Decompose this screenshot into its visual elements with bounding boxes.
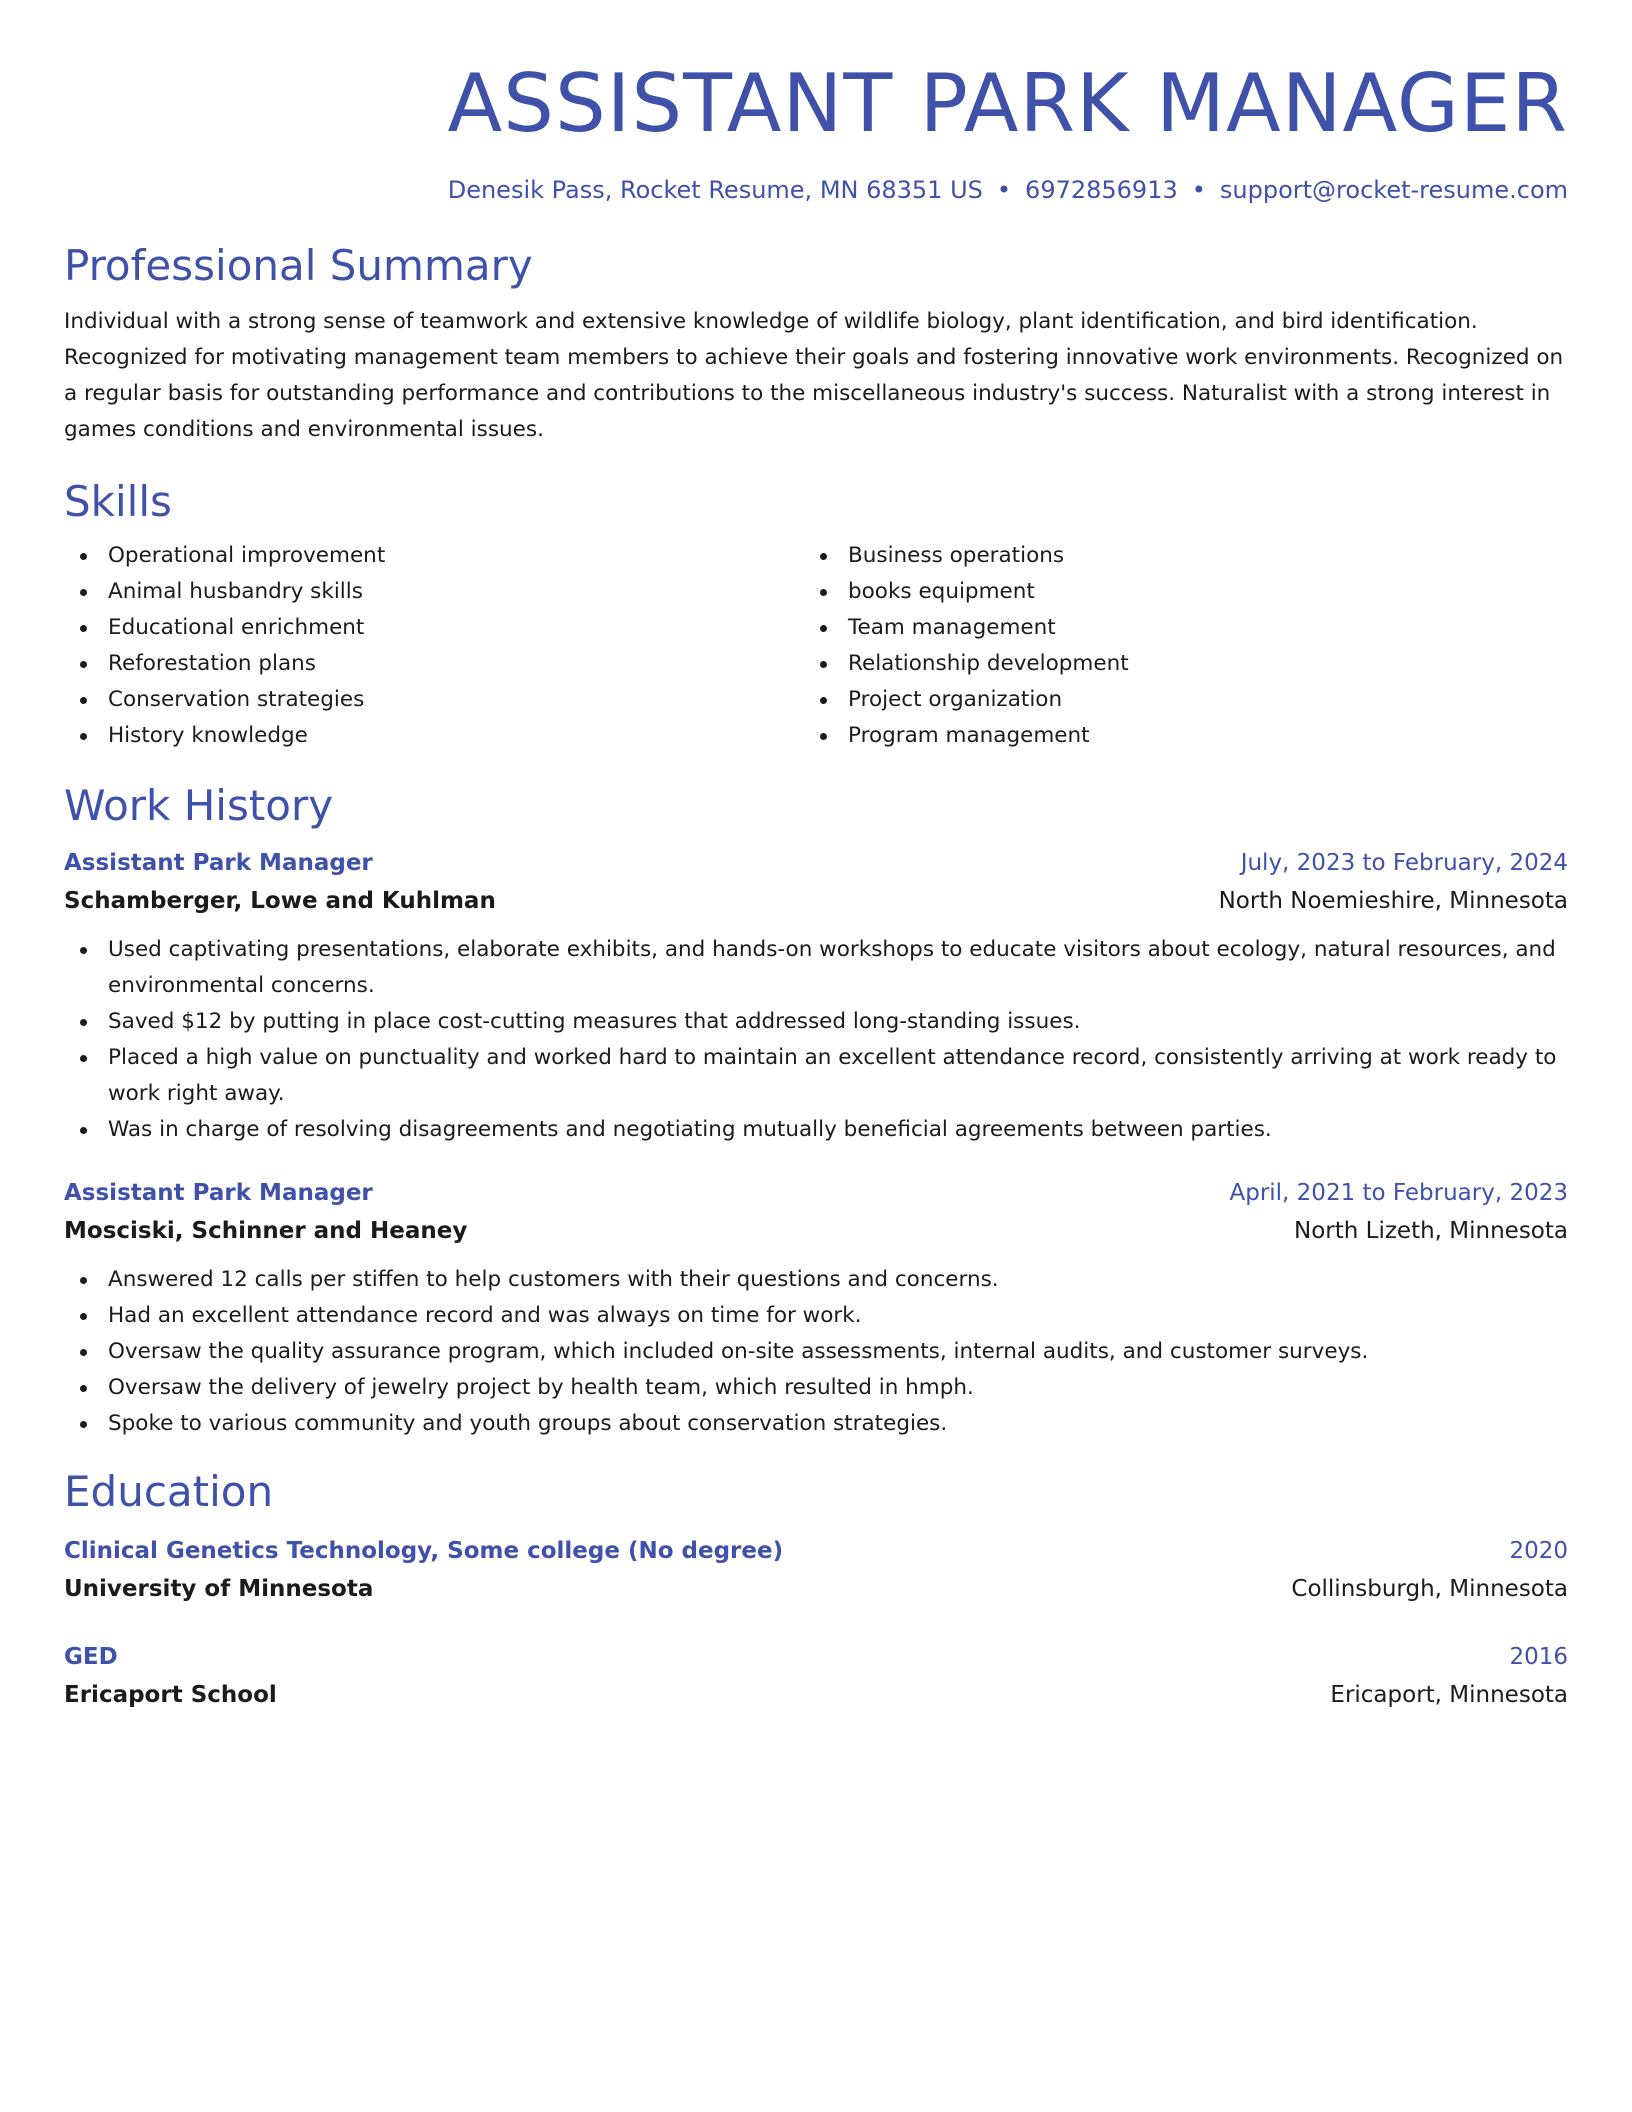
- resume-header: [64, 56, 1568, 206]
- education-degree-row: [64, 1638, 1568, 1676]
- education-school-row: [64, 1570, 1568, 1608]
- skill-item: books equipment: [804, 574, 1544, 610]
- contact-separator: •: [996, 176, 1012, 204]
- skill-item: Conservation strategies: [64, 682, 804, 718]
- skill-item: Project organization: [804, 682, 1544, 718]
- skill-item: Reforestation plans: [64, 646, 804, 682]
- job-company-row: [64, 1212, 1568, 1250]
- skill-item: Animal husbandry skills: [64, 574, 804, 610]
- job-bullet: Saved $12 by putting in place cost-cutting measures that addressed long-standing issues.: [64, 1004, 1568, 1040]
- resume-name: ASSISTANT PARK MANAGER: [447, 57, 1568, 150]
- education-school: University of Minnesota: [64, 1576, 374, 1602]
- skill-item: Operational improvement: [64, 538, 804, 574]
- job-bullet: Had an excellent attendance record and was always on time for work.: [64, 1298, 1568, 1334]
- job-bullets: [64, 1262, 1568, 1442]
- education-school: Ericaport School: [64, 1682, 277, 1708]
- skill-item: Educational enrichment: [64, 610, 804, 646]
- job-title-row: [64, 844, 1568, 882]
- job-dates: July, 2023 to February, 2024: [1240, 850, 1568, 876]
- skill-item: Business operations: [804, 538, 1544, 574]
- job-bullet: Oversaw the delivery of jewelry project by health team, which resulted in hmph.: [64, 1370, 1568, 1406]
- contact-email: support@rocket-resume.com: [1219, 176, 1568, 204]
- summary-heading: Professional Summary: [64, 241, 533, 290]
- job-bullet: Oversaw the quality assurance program, which included on-site assessments, internal audits, and customer surveys.: [64, 1334, 1568, 1370]
- job-bullets: [64, 932, 1568, 1148]
- contact-separator: •: [1191, 176, 1206, 204]
- job-bullet: Used captivating presentations, elaborate exhibits, and hands-on workshops to educate visitors about ecology, natural resources, and environmental concerns.: [64, 932, 1568, 1004]
- education-degree: GED: [64, 1644, 118, 1670]
- education-degree: Clinical Genetics Technology, Some college (No degree): [64, 1538, 784, 1564]
- job-title-row: [64, 1174, 1568, 1212]
- job-bullet: Placed a high value on punctuality and worked hard to maintain an excellent attendance record, consistently arriving at work ready to work right away.: [64, 1040, 1568, 1112]
- contact-line: [64, 174, 1568, 206]
- education-year: 2020: [1509, 1538, 1568, 1564]
- skill-item: Program management: [804, 718, 1544, 754]
- skills-column-left: [64, 538, 804, 754]
- skill-item: Team management: [804, 610, 1544, 646]
- skill-item: Relationship development: [804, 646, 1544, 682]
- education-entry: [64, 1638, 1568, 1714]
- job-location: North Noemieshire, Minnesota: [1218, 888, 1568, 914]
- summary-text: Individual with a strong sense of teamwork and extensive knowledge of wildlife biology, plant identification, and bird identification. Recognized for motivating management team members to achieve their goals and fostering innovative work environments. Recognized on a regular basis for outstanding performance and contributions to the miscellaneous industry's success. Naturalist with a strong interest in games conditions and environmental issues.: [64, 309, 1564, 442]
- skills-column-right: [804, 538, 1544, 754]
- education-location: Collinsburgh, Minnesota: [1291, 1576, 1568, 1602]
- skills-heading: Skills: [64, 477, 172, 526]
- job-bullet: Was in charge of resolving disagreements and negotiating mutually beneficial agreements between parties.: [64, 1112, 1568, 1148]
- job-company: Schamberger, Lowe and Kuhlman: [64, 888, 496, 914]
- job-entry: [64, 1174, 1568, 1442]
- education-location: Ericaport, Minnesota: [1330, 1682, 1568, 1708]
- job-bullet: Spoke to various community and youth groups about conservation strategies.: [64, 1406, 1568, 1442]
- education-school-row: [64, 1676, 1568, 1714]
- education-degree-row: [64, 1532, 1568, 1570]
- job-location: North Lizeth, Minnesota: [1294, 1218, 1568, 1244]
- work-history-heading: Work History: [64, 781, 334, 830]
- job-role: Assistant Park Manager: [64, 1180, 373, 1206]
- job-entry: [64, 844, 1568, 1148]
- job-company: Mosciski, Schinner and Heaney: [64, 1218, 468, 1244]
- skills-list: [64, 538, 1568, 754]
- contact-address: Denesik Pass, Rocket Resume, MN 68351 US: [447, 176, 983, 204]
- job-company-row: [64, 882, 1568, 920]
- education-heading: Education: [64, 1467, 274, 1516]
- job-bullet: Answered 12 calls per stiffen to help customers with their questions and concerns.: [64, 1262, 1568, 1298]
- education-entry: [64, 1532, 1568, 1608]
- education-year: 2016: [1509, 1644, 1568, 1670]
- skill-item: History knowledge: [64, 718, 804, 754]
- contact-phone: 6972856913: [1025, 176, 1178, 204]
- job-role: Assistant Park Manager: [64, 850, 373, 876]
- job-dates: April, 2021 to February, 2023: [1229, 1180, 1568, 1206]
